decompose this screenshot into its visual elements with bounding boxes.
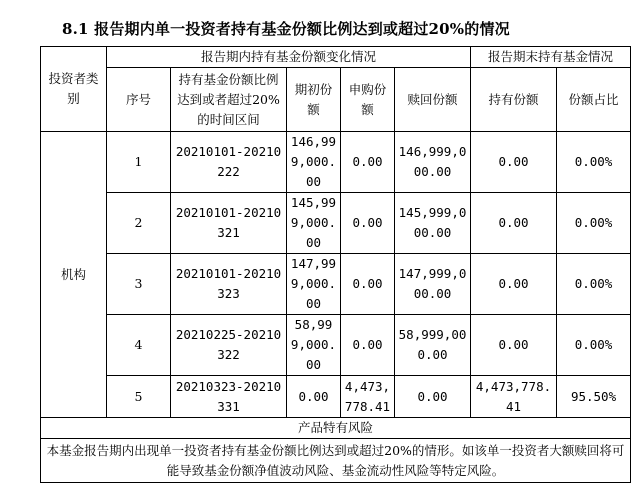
redeem-shares-cell: 58,999,000.00 [395,315,471,376]
share-ratio-cell: 0.00% [557,315,631,376]
redeem-shares-cell: 146,999,000.00 [395,132,471,193]
holding-shares-cell: 4,473,778.41 [471,376,557,418]
subscribe-shares-header: 申购份额 [341,68,395,132]
subscribe-shares-cell: 0.00 [341,254,395,315]
share-ratio-cell: 0.00% [557,132,631,193]
subscribe-shares-cell: 0.00 [341,315,395,376]
seq-cell: 1 [107,132,171,193]
subscribe-shares-cell: 4,473,778.41 [341,376,395,418]
interval-cell: 20210225-20210322 [171,315,287,376]
holding-shares-header: 持有份额 [471,68,557,132]
share-ratio-cell: 95.50% [557,376,631,418]
begin-shares-header: 期初份额 [287,68,341,132]
seq-header: 序号 [107,68,171,132]
seq-cell: 3 [107,254,171,315]
investor-type-header: 投资者类别 [41,47,107,132]
share-ratio-header: 份额占比 [557,68,631,132]
begin-shares-cell: 58,999,000.00 [287,315,341,376]
table-row [41,254,631,315]
change-group-header: 报告期内持有基金份额变化情况 [107,47,471,68]
redeem-shares-header: 赎回份额 [395,68,471,132]
seq-cell: 5 [107,376,171,418]
interval-cell: 20210101-20210321 [171,193,287,254]
holding-shares-cell: 0.00 [471,315,557,376]
interval-cell: 20210101-20210323 [171,254,287,315]
table-row [41,132,631,193]
table-row [41,315,631,376]
redeem-shares-cell: 0.00 [395,376,471,418]
subscribe-shares-cell: 0.00 [341,193,395,254]
interval-cell: 20210101-20210222 [171,132,287,193]
begin-shares-cell: 0.00 [287,376,341,418]
interval-cell: 20210323-20210331 [171,376,287,418]
redeem-shares-cell: 147,999,000.00 [395,254,471,315]
holding-shares-cell: 0.00 [471,193,557,254]
share-ratio-cell: 0.00% [557,254,631,315]
interval-header: 持有基金份额比例达到或者超过20%的时间区间 [171,68,287,132]
holding-shares-cell: 0.00 [471,254,557,315]
section-title: 8.1 报告期内单一投资者持有基金份额比例达到或超过20%的情况 [62,20,510,38]
seq-cell: 2 [107,193,171,254]
holder-table [40,46,631,483]
risk-text: 本基金报告期内出现单一投资者持有基金份额比例达到或超过20%的情形。如该单一投资者大额赎回将可能导致基金份额净值波动风险、基金流动性风险等特定风险。 [41,439,631,483]
end-group-header: 报告期末持有基金情况 [471,47,631,68]
begin-shares-cell: 147,999,000.00 [287,254,341,315]
redeem-shares-cell: 145,999,000.00 [395,193,471,254]
share-ratio-cell: 0.00% [557,193,631,254]
investor-type-cell: 机构 [41,132,107,418]
table-row [41,376,631,418]
table-row [41,193,631,254]
risk-header: 产品特有风险 [41,418,631,439]
subscribe-shares-cell: 0.00 [341,132,395,193]
begin-shares-cell: 145,999,000.00 [287,193,341,254]
begin-shares-cell: 146,999,000.00 [287,132,341,193]
seq-cell: 4 [107,315,171,376]
holding-shares-cell: 0.00 [471,132,557,193]
